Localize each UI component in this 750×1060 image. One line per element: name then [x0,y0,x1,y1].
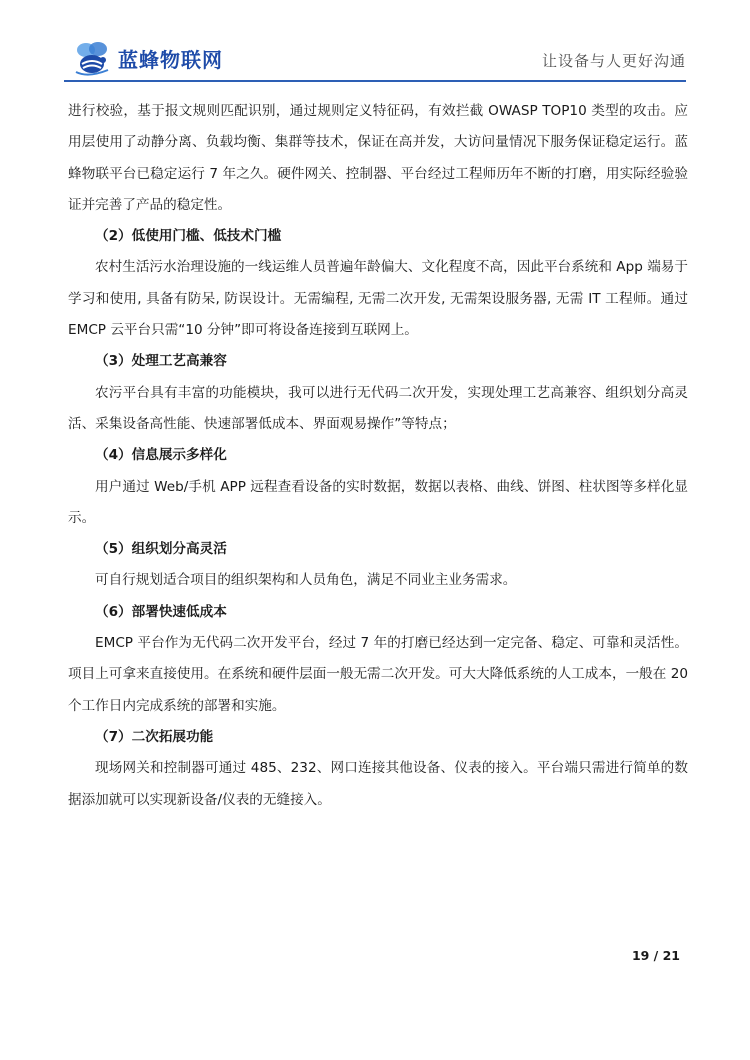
section-heading: （7）二次拓展功能 [95,728,214,745]
page-number: 19 / 21 [631,948,680,963]
body-paragraph: 现场网关和控制器可通过 485、232、网口连接其他设备、仪表的接入。平台端只需进行简单的数据添加就可以实现新设备/仪表的无缝接入。 [68,760,688,808]
bee-logo-icon [70,38,114,78]
body-paragraph: 可自行规划适合项目的组织架构和人员角色，满足不同业主业务需求。 [95,572,517,589]
section-heading: （3）处理工艺高兼容 [95,353,227,370]
brand-name: 蓝蜂物联网 [118,47,223,72]
body-paragraph: 农污平台具有丰富的功能模块，我可以进行无代码二次开发，实现处理工艺高兼容、组织划分高灵活、采集设备高性能、快速部署低成本、界面观易操作”等特点； [68,384,688,432]
header-divider [64,80,686,82]
section-heading: （2）低使用门槛、低技术门槛 [95,228,282,245]
header-slogan: 让设备与人更好沟通 [541,52,686,70]
brand-logo [70,38,223,78]
page-header [0,0,750,82]
body-paragraph: 进行校验，基于报文规则匹配识别，通过规则定义特征码，有效拦截 OWASP TOP10 类型的攻击。应用层使用了动静分离、负载均衡、集群等技术，保证在高并发，大访问量情况下服务保证稳定运行。蓝蜂物联平台已稳定运行 7 年之久。硬件网关、控制器、平台经过工程师历年不断的打磨，用实际经验验证并完善了产品的稳定性。 [68,103,688,213]
body-paragraph: 用户通过 Web/手机 APP 远程查看设备的实时数据，数据以表格、曲线、饼图、柱状图等多样化显示。 [68,478,688,526]
body-paragraph: EMCP 平台作为无代码二次开发平台，经过 7 年的打磨已经达到一定完备、稳定、可靠和灵活性。项目上可拿来直接使用。在系统和硬件层面一般无需二次开发。可大大降低系统的人工成本，一般在 20 个工作日内完成系统的部署和实施。 [68,635,688,714]
section-heading: （5）组织划分高灵活 [95,541,227,558]
section-heading: （4）信息展示多样化 [95,447,227,464]
body-paragraph: 农村生活污水治理设施的一线运维人员普遍年龄偏大、文化程度不高，因此平台系统和 App 端易于学习和使用, 具备有防呆, 防误设计。无需编程, 无需二次开发, 无需架设服务器, 无需 IT 工程师。通过 EMCP 云平台只需“10 分钟”即可将设备连接到互联网上。 [68,259,688,339]
section-heading: （6）部署快速低成本 [95,603,227,620]
document-body [68,96,688,816]
